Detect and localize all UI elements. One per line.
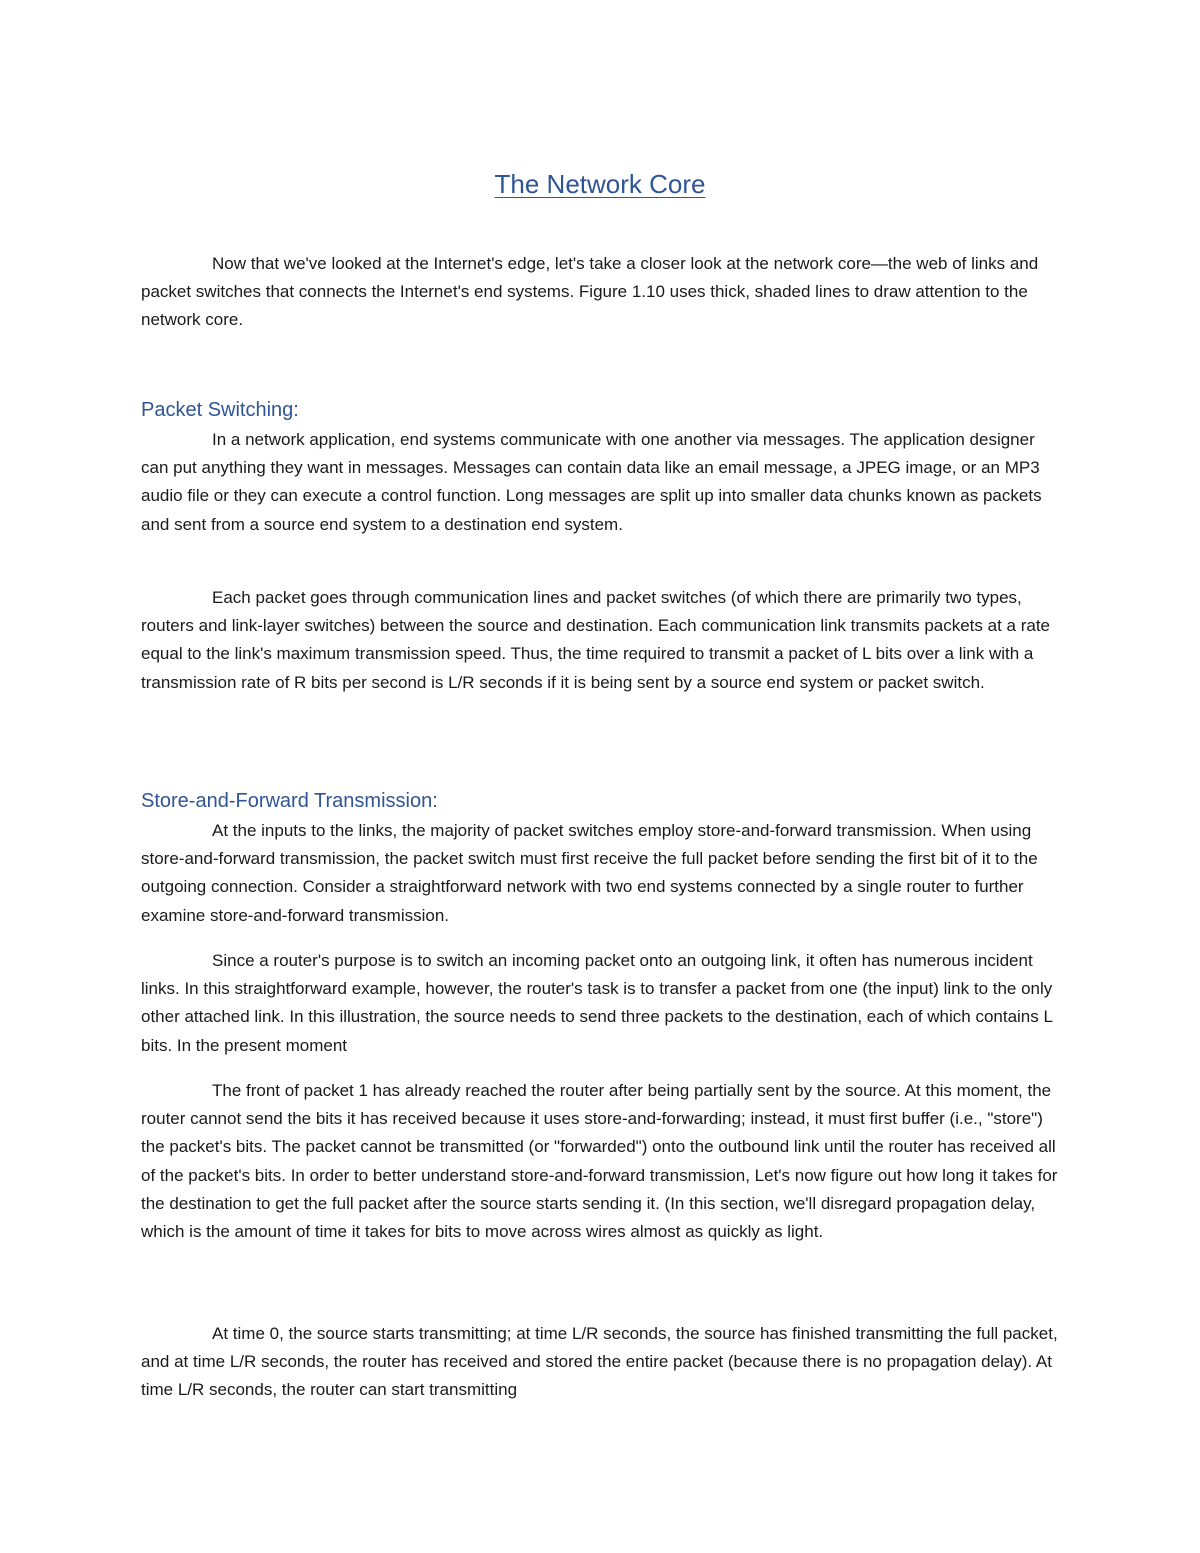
page-title-text: The Network Core <box>494 169 706 199</box>
section-heading-store-and-forward: Store-and-Forward Transmission: <box>141 790 438 812</box>
store-and-forward-paragraph-3: The front of packet 1 has already reached the router after being partially sent by the source. At this moment, the router cannot send the bits it has received because it uses store-and-forwarding; instead, it must first buffer (i.e., "store") the packet's bits. The packet cannot be transmitted (or "forwarded") onto the outbound link until the router has received all of the packet's bits. In order to better understand store-and-forward transmission, Let's now figure out how long it takes for the destination to get the full packet after the source starts sending it. (In this section, we'll disregard propagation delay, which is the amount of time it takes for bits to move across wires almost as quickly as light. <box>141 1081 1058 1242</box>
packet-switching-paragraph-1: In a network application, end systems communicate with one another via messages. The application designer can put anything they want in messages. Messages can contain data like an email message, a JPEG image, or an MP3 audio file or they can execute a control function. Long messages are split up into smaller data chunks known as packets and sent from a source end system to a destination end system. <box>141 430 1042 534</box>
store-and-forward-paragraph-1: At the inputs to the links, the majority of packet switches employ store-and-forward transmission. When using store-and-forward transmission, the packet switch must first receive the full packet before sending the first bit of it to the outgoing connection. Consider a straightforward network with two end systems connected by a single router to further examine store-and-forward transmission. <box>141 821 1038 925</box>
packet-switching-paragraph-2: Each packet goes through communication lines and packet switches (of which there are primarily two types, routers and link-layer switches) between the source and destination. Each communication link transmits packets at a rate equal to the link's maximum transmission speed. Thus, the time required to transmit a packet of L bits over a link with a transmission rate of R bits per second is L/R seconds if it is being sent by a source end system or packet switch. <box>141 588 1051 692</box>
store-and-forward-paragraph-4: At time 0, the source starts transmitting; at time L/R seconds, the source has finished transmitting the full packet, and at time L/R seconds, the router has received and stored the entire packet (because there is no propagation delay). At time L/R seconds, the router can start transmitting <box>141 1324 1058 1400</box>
section-heading-packet-switching: Packet Switching: <box>141 399 299 421</box>
page-title <box>0 166 1200 202</box>
store-and-forward-paragraph-2: Since a router's purpose is to switch an incoming packet onto an outgoing link, it often has numerous incident links. In this straightforward example, however, the router's task is to transfer a packet from one (the input) link to the only other attached link. In this illustration, the source needs to send three packets to the destination, each of which contains L bits. In the present moment <box>141 951 1053 1055</box>
intro-paragraph: Now that we've looked at the Internet's edge, let's take a closer look at the network core—the web of links and packet switches that connects the Internet's end systems. Figure 1.10 uses thick, shaded lines to draw attention to the network core. <box>141 254 1039 330</box>
